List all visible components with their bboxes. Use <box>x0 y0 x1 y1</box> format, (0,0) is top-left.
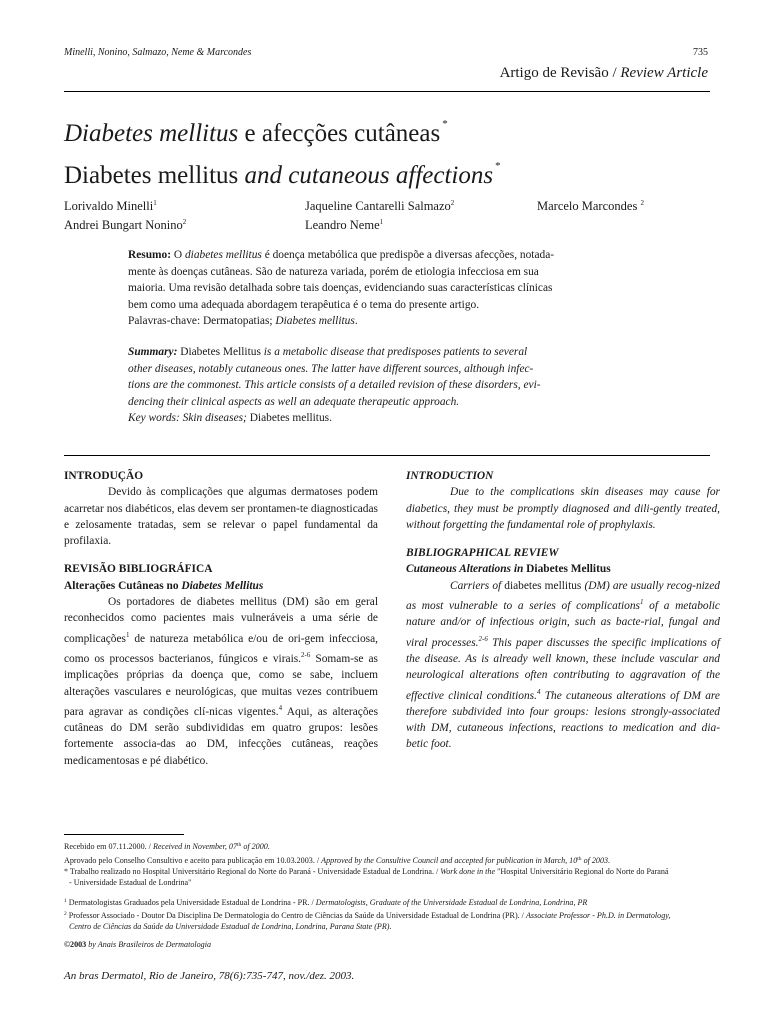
keywords-en <box>128 410 658 427</box>
keywords-end: . <box>329 412 332 425</box>
author-affiliation: 1 <box>153 199 157 207</box>
abstract-line <box>128 247 658 264</box>
author-2 <box>305 194 454 215</box>
header-rule <box>64 91 710 92</box>
paragraph-text: Aqui, as alterações cutâneas do DM serão subdivididas em quatro grupos: lesões fortemente associa-das ao DM, infecções cutâneas, reações medicamentosas e pé diabético. <box>64 705 379 767</box>
footnote-text: * Trabalho realizado no Hospital Universitário Regional do Norte do Paraná - Universidade Estadual de Londrina. / <box>64 867 441 876</box>
footnote-text: - Universidade Estadual de Londrina" <box>69 878 192 888</box>
author-3 <box>537 194 644 215</box>
author-5 <box>305 213 383 234</box>
column-pt <box>64 468 378 769</box>
author-affiliation: 1 <box>379 218 384 226</box>
paragraph-text: This paper discusses the specific implications of the disease. As is already well known, these include vascular and neurological alterations often contributing to aggravation of the effective clinical conditions. <box>406 636 721 702</box>
title-pt-italic: Diabetes mellitus <box>64 120 239 147</box>
subheading-plain: Diabetes Mellitus <box>526 563 611 576</box>
subheading-alterations <box>406 561 720 577</box>
keywords-plain: Diabetes mellitus <box>249 412 330 425</box>
footnote-italic: Received in November, 07 <box>152 842 238 851</box>
footnote-italic: Dermatologists, Graduate of the Universidade Estadual de Londrina, Londrina, PR <box>315 898 588 907</box>
abstract-line <box>128 344 658 361</box>
citation-ref: 4 <box>278 703 283 712</box>
footnote-received <box>64 840 714 852</box>
footnote-italic: Associate Professor - Ph.D. in Dermatology, <box>525 911 671 920</box>
paragraph-carriers <box>406 578 720 753</box>
footnote-1 <box>64 896 714 908</box>
abstract-text: is a metabolic disease that predisposes patients to several <box>263 346 528 358</box>
paragraph-text: (DM) are usually recog-nized as most vulnerable to a series of complications <box>406 579 720 613</box>
title-pt-footnote-mark: * <box>442 118 448 130</box>
section-rule <box>64 455 710 456</box>
keywords-end: . <box>354 315 358 328</box>
footnote-italic: Approved by the Consultive Council and accepted for publication in March, 10 <box>321 856 578 865</box>
abstract-text: Diabetes Mellitus <box>177 346 264 358</box>
copyright <box>64 939 714 950</box>
copyright-text: by Anais Brasileiros de Dermatologia <box>86 940 212 949</box>
keywords-text: Palavras-chave: Dermatopatias; <box>128 315 276 328</box>
author-name: Marcelo Marcondes <box>537 199 638 213</box>
section-label-en: Review Article <box>620 65 708 81</box>
footnote-italic: Work done in the <box>440 867 498 876</box>
journal-citation: An bras Dermatol, Rio de Janeiro, 78(6):735-747, nov./dez. 2003. <box>64 970 355 982</box>
subheading-text: Alterações Cutâneas no <box>64 579 182 592</box>
footnote-rule <box>64 834 184 835</box>
title-en-italic: and cutaneous affections <box>244 162 494 189</box>
subheading-italic: Diabetes Mellitus <box>181 579 264 592</box>
footnote-number: 2 <box>64 911 67 917</box>
citation-ref: 4 <box>536 687 541 696</box>
abstract-label: Resumo: <box>128 249 172 261</box>
abstract-line: dencing their clinical aspects as well an adequate therapeutic approach. <box>128 395 460 408</box>
author-name: Andrei Bungart Nonino <box>64 218 183 232</box>
paragraph-plain: diabetes mellitus <box>504 579 582 592</box>
keywords-pt <box>128 313 658 330</box>
author-name: Leandro Neme <box>305 218 380 232</box>
author-affiliation: 2 <box>182 218 187 226</box>
title-pt <box>64 108 501 150</box>
author-name: Lorivaldo Minelli <box>64 199 154 213</box>
abstract-line: maioria. Uma revisão detalhada sobre tais doenças, evidenciando suas características clínicas <box>128 282 553 295</box>
footnote-2 <box>64 909 714 932</box>
section-label <box>500 65 708 82</box>
abstract-line: other diseases, notably cutaneous ones. The latter have different sources, although infec- <box>128 362 534 375</box>
abstract-text: é doença metabólica que predispõe a diversas afecções, notada- <box>261 249 555 261</box>
title-en-footnote-mark: * <box>495 160 501 172</box>
footnote-italic: Centro de Ciências da Saúde da Universidade Estadual de Londrina, Londrina, Parana State (PR). <box>69 922 392 932</box>
paragraph-text: Somam-se as implicações próprias da doença que, como se sabe, incluem alterações vasculares e neurológicas, que muitas vezes contribuem para agravar as condições clí-nicas vigentes. <box>64 652 378 718</box>
abstract-line: tions are the commonest. This article consists of a detailed revision of these disorders, evi- <box>128 379 541 392</box>
keywords-text: Key words: Skin diseases; <box>128 412 250 425</box>
keywords-italic: Diabetes mellitus <box>275 315 355 328</box>
title-en-plain: Diabetes mellitus <box>64 162 245 189</box>
footnote-text: "Hospital Universitário Regional do Norte do Paraná <box>497 867 669 876</box>
abstract-italic: diabetes mellitus <box>184 249 262 261</box>
abstract-label: Summary: <box>128 346 178 358</box>
paragraph-introduction: Due to the complications skin diseases may cause for diabetics, they must be promptly diagnosed and dili-gently treated, without forgetting the fundamental role of prophylaxis. <box>406 486 720 531</box>
title-pt-rest: e afecções cutâneas <box>238 120 441 147</box>
citation-ref: 1 <box>126 630 130 639</box>
footnote-sup: th <box>237 842 242 848</box>
abstract-line: bem como uma adequada abordagem terapêutica é o tema do presente artigo. <box>128 298 480 311</box>
author-4 <box>64 213 186 234</box>
footnote-number: 1 <box>64 898 67 904</box>
footnote-text: Aprovado pelo Conselho Consultivo e aceito para publicação em 10.03.2003. / <box>64 856 322 865</box>
footnote-italic: of 2000. <box>241 842 270 851</box>
footnote-sup: th <box>577 856 582 862</box>
paragraph-text: de natureza metabólica e/ou de ori-gem infecciosa, como os processos bacterianos, fúngicos e virais. <box>64 632 378 665</box>
heading-introduction: INTRODUCTION <box>406 470 494 482</box>
author-affiliation: 2 <box>640 199 644 207</box>
subheading-alteracoes <box>64 578 378 594</box>
article-title <box>64 108 501 192</box>
page-number: 735 <box>693 47 708 58</box>
heading-revisao: REVISÃO BIBLIOGRÁFICA <box>64 563 213 576</box>
paragraph-text: The cutaneous alterations of DM are therefore subdivided into four groups: lesions strongly-associated with DM, cutaneous infections, reactions to medication and dia-betic foot. <box>406 689 720 751</box>
subheading-text: Cutaneous Alterations in <box>406 563 527 576</box>
abstract-en <box>128 344 658 427</box>
footnote-work <box>64 866 714 888</box>
author-1 <box>64 194 157 215</box>
footnote-text: Recebido em 07.11.2000. / <box>64 842 153 851</box>
paragraph-text: Os portadores de diabetes mellitus (DM) são em geral reconhecidos como pacientes mais vulneráveis a uma série de complicações <box>64 596 378 645</box>
abstract-line: mente às doenças cutâneas. São de natureza variada, porém de etiologia infecciosa em sua <box>128 265 539 278</box>
citation-ref: 2-6 <box>478 634 488 643</box>
running-header: Minelli, Nonino, Salmazo, Neme & Marcondes <box>64 47 252 58</box>
paragraph-portadores <box>64 594 378 769</box>
author-name: Jaqueline Cantarelli Salmazo <box>305 199 451 213</box>
author-affiliation: 2 <box>450 199 455 207</box>
paragraph-introducao: Devido às complicações que algumas dermatoses podem acarretar nos diabéticos, elas devem ser prontamen-te diagnosticadas e zelosamente tratadas, sem se relevar o papel fundamental da profilaxia. <box>64 486 378 548</box>
title-en <box>64 150 501 192</box>
heading-introducao: INTRODUÇÃO <box>64 470 144 482</box>
citation-ref: 2-6 <box>301 650 311 659</box>
section-separator: / <box>608 65 621 81</box>
paragraph-text: of a metabolic nature and/or of infectious origin, such as bacte-rial, fungal and viral processes. <box>406 600 720 649</box>
heading-review: BIBLIOGRAPHICAL REVIEW <box>406 547 559 560</box>
citation-ref: 1 <box>639 598 644 607</box>
abstract-text: O <box>171 249 185 261</box>
footnote-text: Dermatologistas Graduados pela Universidade Estadual de Londrina - PR. / <box>66 898 316 907</box>
section-label-pt: Artigo de Revisão <box>499 65 609 81</box>
footnote-text: Professor Associado - Doutor Da Disciplina De Dermatologia do Centro de Ciências da Saúde da Universidade Estadual de Londrina (PR). / <box>66 911 526 920</box>
footnote-approved <box>64 854 714 866</box>
paragraph-text: Carriers of <box>450 579 505 592</box>
footnote-italic: of 2003. <box>581 856 611 865</box>
column-en <box>406 468 720 753</box>
abstract-pt <box>128 247 658 330</box>
copyright-year: ©2003 <box>64 940 87 949</box>
